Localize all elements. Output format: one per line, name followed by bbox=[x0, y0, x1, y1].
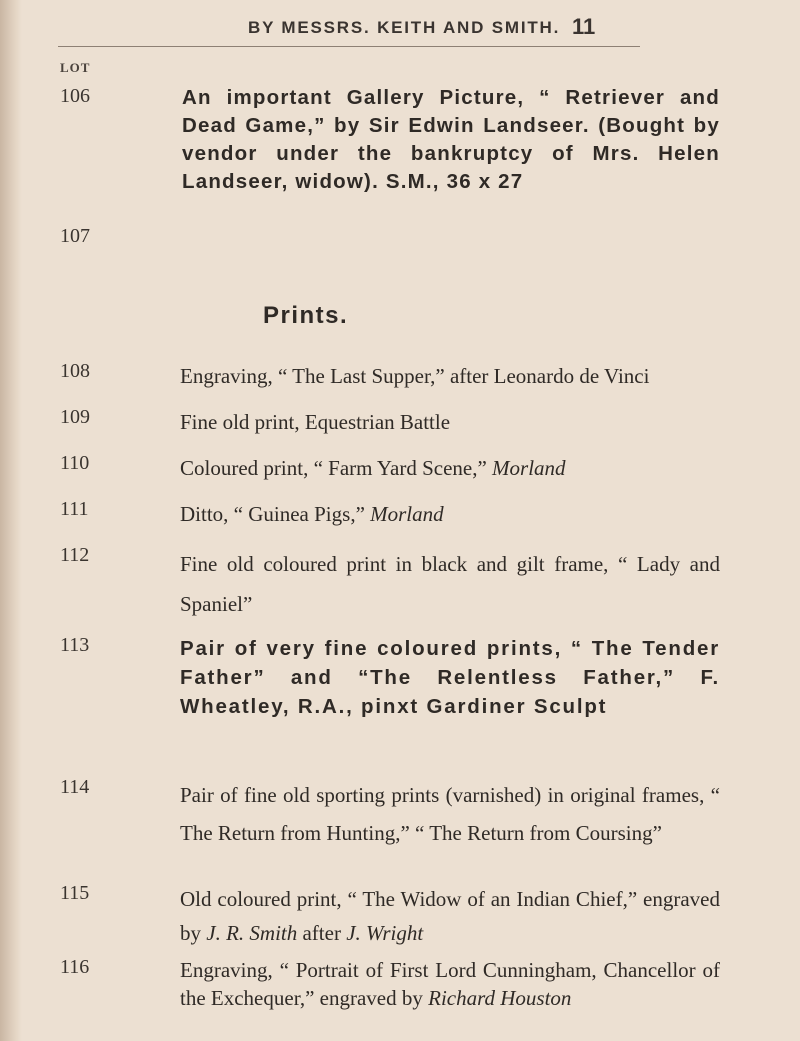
artist-name: Morland bbox=[370, 502, 444, 526]
lot-title-text: Engraving, “ Portrait of First Lord Cunningham, Chancellor of the Exchequer,” engraved by bbox=[180, 958, 720, 1010]
lot-number: 114 bbox=[60, 776, 90, 798]
lot-description: Pair of very fine coloured prints, “ The Tender Father” and “The Relentless Father,” F. Wheatley, R.A., pinxt Gardiner Sculpt bbox=[180, 637, 720, 718]
page-header bbox=[0, 8, 800, 48]
lot-connector-text: after bbox=[297, 921, 347, 945]
lot-number: 116 bbox=[60, 956, 90, 978]
section-title: Prints. bbox=[263, 302, 349, 329]
running-head: BY MESSRS. KEITH AND SMITH. bbox=[248, 18, 561, 37]
lot-title-text: Coloured print, “ Farm Yard Scene,” bbox=[180, 456, 493, 480]
artist-name: Morland bbox=[492, 456, 566, 480]
page-number: 11 bbox=[572, 14, 596, 39]
lot-description bbox=[180, 498, 715, 531]
lot-number: 111 bbox=[60, 498, 89, 520]
artist-name: J. Wright bbox=[346, 921, 424, 945]
lot-number: 108 bbox=[60, 360, 90, 382]
lot-description bbox=[180, 452, 715, 485]
lot-description: Engraving, “ The Last Supper,” after Leonardo de Vinci bbox=[180, 364, 650, 388]
lot-number: 115 bbox=[60, 882, 90, 904]
lot-column-heading: LOT bbox=[60, 60, 91, 75]
lot-title-text: Ditto, “ Guinea Pigs,” bbox=[180, 502, 371, 526]
lot-title-text: Old coloured print, “ The Widow of an Indian Chief,” engraved by bbox=[180, 887, 720, 945]
lot-description: Pair of fine old sporting prints (varnished) in original frames, “ The Return from Hunting,” “ The Return from Coursing” bbox=[180, 783, 720, 845]
engraver-name: Richard Houston bbox=[428, 986, 572, 1010]
lot-number: 110 bbox=[60, 452, 90, 474]
lot-description bbox=[180, 882, 720, 950]
engraver-name: J. R. Smith bbox=[206, 921, 298, 945]
lot-number: 109 bbox=[60, 406, 90, 428]
page-edge-shadow bbox=[0, 0, 22, 1041]
header-rule bbox=[58, 46, 640, 47]
lot-number: 106 bbox=[60, 85, 90, 107]
lot-description: Fine old coloured print in black and gilt frame, “ Lady and Spaniel” bbox=[180, 552, 720, 616]
lot-number: 107 bbox=[60, 225, 90, 247]
lot-number: 112 bbox=[60, 544, 90, 566]
lot-description: Fine old print, Equestrian Battle bbox=[180, 410, 451, 434]
lot-description: An important Gallery Picture, “ Retriever and Dead Game,” by Sir Edwin Landseer. (Bought by vendor under the bankruptcy of Mrs. Helen Landseer, widow). S.M., 36 x 27 bbox=[182, 86, 720, 193]
lot-description bbox=[180, 956, 720, 1012]
lot-number: 113 bbox=[60, 634, 90, 656]
